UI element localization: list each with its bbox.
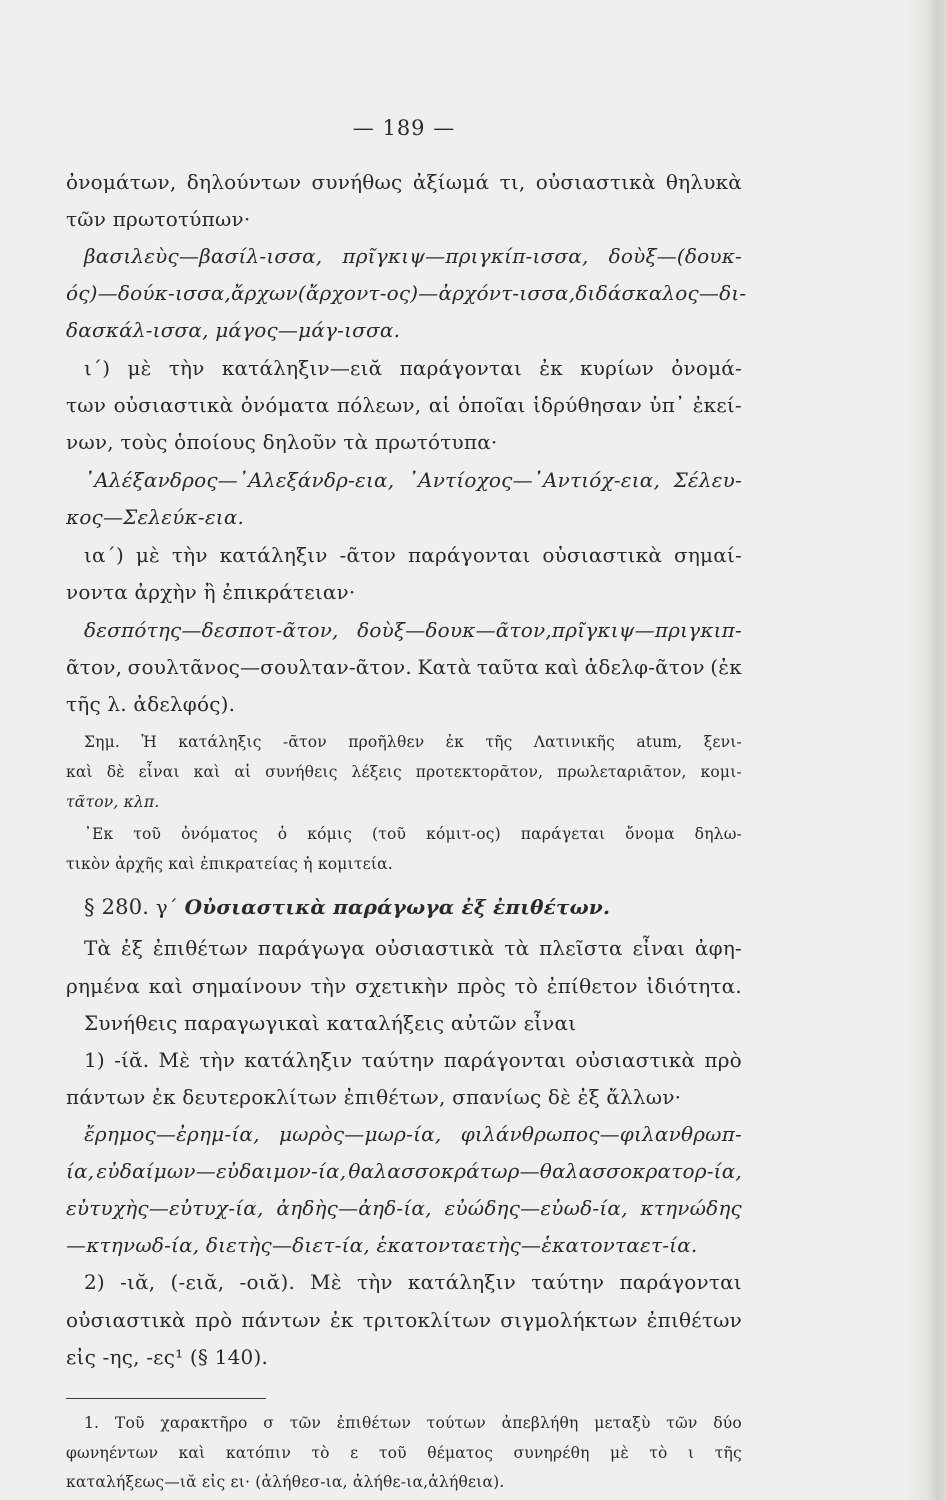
text-line: ᾽Αλέξανδρος—᾽Αλεξάνδρ-εια, ᾽Αντίοχος—᾽Αντιόχ-εια, Σέλευ- bbox=[84, 468, 742, 492]
text-line: ἔρημος—ἐρημ-ία, μωρὸς—μωρ-ία, φιλάνθρωπος—φιλανθρωπ- bbox=[84, 1122, 742, 1146]
note-line: ᾽Εκ τοῦ ὀνόματος ὁ κόμις (τοῦ κόμιτ-ος) παράγεται ὄνομα δηλω- bbox=[84, 825, 742, 843]
note-line: καὶ δὲ εἶναι καὶ αἱ συνήθεις λέξεις προτεκτορᾶτον, πρωλεταριᾶτον, κομι- bbox=[66, 763, 742, 781]
text-line: πάντων ἐκ δευτεροκλίτων ἐπιθέτων, σπανίως δὲ ἐξ ἄλλων· bbox=[66, 1085, 682, 1109]
text-line: τῶν πρωτοτύπων· bbox=[66, 207, 251, 231]
text-line: ια΄) μὲ τὴν κατάληξιν -ᾶτον παράγονται οὐσιαστικὰ σημαί- bbox=[84, 543, 742, 567]
text-line: ός)—δούκ-ισσα, ἄρχων ( ἄρχοντ-ος)—ἀρχόντ-ισσα, διδάσκαλος—δι- bbox=[66, 281, 747, 305]
text-line: νων, τοὺς ὁποίους δηλοῦν τὰ πρωτότυπα· bbox=[66, 430, 498, 454]
text-line: ὀνομάτων, δηλούντων συνήθως ἀξίωμά τι, οὐσιαστικὰ θηλυκὰ bbox=[66, 170, 742, 194]
text-line: εἰς -ης, -ες¹ (§ 140). bbox=[66, 1345, 269, 1369]
text-line: Συνήθεις παραγωγικαὶ καταλήξεις αὐτῶν εἶναι bbox=[84, 1011, 577, 1035]
text-line: δασκάλ-ισσα, μάγος—μάγ-ισσα. bbox=[66, 318, 401, 342]
note-line: τικὸν ἀρχῆς καὶ ἐπικρατείας ἡ κομιτεία. bbox=[66, 855, 393, 873]
text-line: ι΄) μὲ τὴν κατάληξιν—ειᾰ παράγονται ἐκ κυρίων ὀνομά- bbox=[84, 356, 742, 380]
section-number: § 280. bbox=[84, 895, 150, 919]
page-edge-shadow bbox=[906, 0, 946, 1500]
note-line: Σημ. Ἡ κατάληξις -ᾶτον προῆλθεν ἐκ τῆς Λατινικῆς atum, ξενι- bbox=[84, 733, 742, 751]
section-prefix: γ΄ bbox=[155, 895, 179, 919]
footnote-line: 1. Τοῦ χαρακτῆρο σ τῶν ἐπιθέτων τούτων ἀπεβλήθη μεταξὺ τῶν δύο bbox=[84, 1414, 742, 1432]
text-line: ρημένα καὶ σημαίνουν τὴν σχετικὴν πρὸς τὸ ἐπίθετον ἰδιότητα. bbox=[66, 974, 742, 998]
section-heading bbox=[66, 897, 742, 918]
text-line: των οὐσιαστικὰ ὀνόματα πόλεων, αἱ ὁποῖαι ἱδρύθησαν ὑπ᾽ ἐκεί- bbox=[66, 393, 742, 417]
text-line: δεσπότης—δεσποτ-ᾶτον, δοὺξ—δουκ—ᾶτον,πρῖγκιψ—πριγκιπ- bbox=[84, 618, 742, 642]
text-line: νοντα ἀρχὴν ἢ ἐπικράτειαν· bbox=[66, 580, 356, 604]
page-number: — 189 — bbox=[352, 116, 456, 140]
text-line: 2) -ιᾰ, (-ειᾰ, -οιᾰ). Μὲ τὴν κατάληξιν ταύτην παράγονται bbox=[84, 1270, 742, 1294]
text-line: οὐσιαστικὰ πρὸ πάντων ἐκ τριτοκλίτων σιγμολήκτων ἐπιθέτων bbox=[66, 1308, 742, 1332]
text-line: κος—Σελεύκ-εια. bbox=[66, 505, 245, 529]
note-line: τᾶτον, κλπ. bbox=[66, 793, 160, 811]
text-line: Τὰ ἐξ ἐπιθέτων παράγωγα οὐσιαστικὰ τὰ πλεῖστα εἶναι ἀφη- bbox=[84, 936, 742, 960]
text-line: βασιλεὺς—βασίλ-ισσα, πρῖγκιψ—πριγκίπ-ισσα, δοὺξ—(δουκ- bbox=[84, 244, 742, 268]
text-line: —κτηνωδ-ία, διετὴς—διετ-ία, ἑκατονταετὴς—ἑκατονταετ-ία. bbox=[66, 1233, 698, 1257]
footnote-divider bbox=[66, 1398, 266, 1399]
text-line: ᾶτον, σουλτᾶνος—σουλταν-ᾶτον. Κατὰ ταῦτα καὶ ἀδελφ-ᾶτον (ἐκ bbox=[66, 655, 742, 679]
footnote-line: καταλήξεως—ιᾰ εἰς ει· (ἀλήθεσ-ια, ἀλήθε-ια,ἀλήθεια). bbox=[66, 1473, 505, 1491]
section-title: Οὐσιαστικὰ παράγωγα ἐξ ἐπιθέτων. bbox=[184, 895, 611, 919]
footnote-line: φωνηέντων καὶ κατόπιν τὸ ε τοῦ θέματος συνηρέθη μὲ τὸ ι τῆς bbox=[66, 1444, 742, 1462]
text-line: τῆς λ. ἀδελφός). bbox=[66, 692, 236, 716]
text-line: εὐτυχὴς—εὐτυχ-ία, ἀηδὴς—ἀηδ-ία, εὐώδης—εὐωδ-ία, κτηνώδης bbox=[66, 1196, 742, 1220]
text-line: ία, εὐδαίμων—εὐδαιμον-ία, θαλασσοκράτωρ—θαλασσοκρατορ-ία, bbox=[66, 1159, 742, 1183]
text-line: 1) -ίᾰ. Μὲ τὴν κατάληξιν ταύτην παράγονται οὐσιαστικὰ πρὸ bbox=[84, 1048, 742, 1072]
